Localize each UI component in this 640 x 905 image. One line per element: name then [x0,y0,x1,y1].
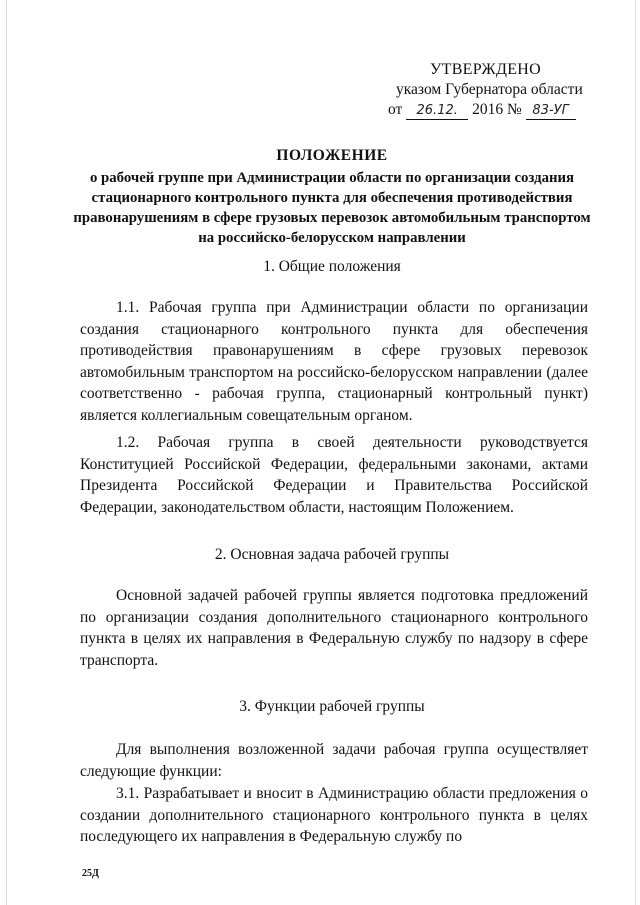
section-heading-2: 2. Основная задача рабочей группы [214,546,450,563]
date-prefix: от [388,101,403,118]
title-main: ПОЛОЖЕНИЕ [276,147,388,164]
paragraph-2-1: Основной задачей рабочей группы является подготовка предложений по организации создания дополнительного стационарного контрольного пункта в целях их направления в Федеральную службу по надзору в сфере транспорта. [80,587,588,669]
document-title [70,146,594,248]
paragraph-3-1: 3.1. Разрабатывает и вносит в Администрацию области предложения о создании дополнительного стационарного контрольного пункта в целях последующего их направления в Федеральную службу по [80,785,588,845]
approval-heading: УТВЕРЖДЕНО [430,61,542,78]
year-number-label: 2016 № [472,101,522,118]
paragraph-1-1: 1.1. Рабочая группа при Администрации области по организации создания стационарного контрольного пункта для обеспечения противодействия правонарушениям в сфере грузовых перевозок автомобильным транспортом на российско-белорусском направлении (далее соответственно - рабочая группа, стационарный контрольный пункт) является коллегиальным совещательным органом. [80,299,588,424]
section-heading-1: 1. Общие положения [263,258,401,275]
scan-edge-right [635,0,636,905]
handwritten-number: 83-УГ [526,103,576,120]
paragraph-1-2: 1.2. Рабочая группа в своей деятельности руководствуется Конституцией Российской Федерации, федеральными законами, актами Президента Российской Федерации и Правительства Российской Федерации, законодательством области, настоящим Положением. [80,434,588,516]
handwritten-date: 26.12. [406,103,468,120]
approval-stamp [388,60,608,120]
paragraph-3-intro: Для выполнения возложенной задачи рабочая группа осуществляет следующие функции: [80,741,588,780]
footer-code: 25Д [82,868,99,879]
section-heading-3: 3. Функции рабочей группы [239,698,425,715]
title-subtitle: о рабочей группе при Администрации области по организации создания стационарного контрольного пункта для обеспечения противодействия правонарушениям в сфере грузовых перевозок автомобильным транспортом на российско-белорусском направлении [73,170,591,246]
scan-edge-left [6,0,7,905]
approval-date-line [388,100,608,120]
approval-by-line: указом Губернатора области [396,81,583,98]
